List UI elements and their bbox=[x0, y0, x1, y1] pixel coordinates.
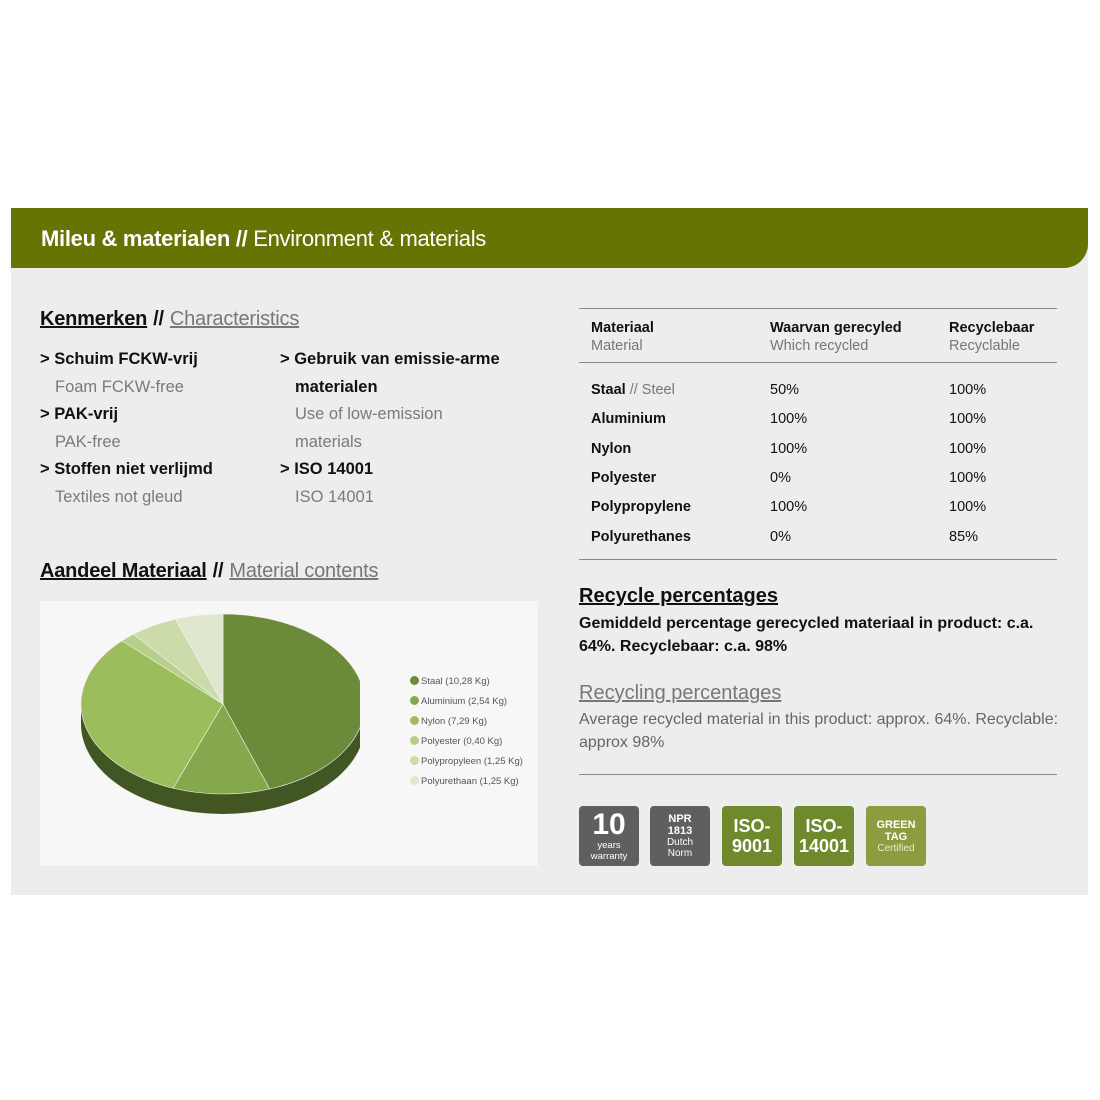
greentag-line: GREEN bbox=[876, 819, 916, 831]
legend-swatch bbox=[410, 676, 419, 685]
cell-recyclable: 100% bbox=[949, 499, 987, 515]
legend-label: Polypropyleen (1,25 Kg) bbox=[421, 756, 523, 767]
iso-14001-badge-icon bbox=[794, 806, 854, 866]
table-header-rule bbox=[579, 362, 1057, 363]
feature-label: > Schuim FCKW-vrij bbox=[40, 350, 198, 368]
cell-recycled: 50% bbox=[770, 382, 800, 398]
header-en: Recyclable bbox=[949, 338, 1020, 354]
material-pie-chart bbox=[40, 601, 538, 866]
features-col-left bbox=[40, 346, 270, 511]
legend-swatch bbox=[410, 696, 419, 705]
greentag-line: Certified bbox=[877, 843, 915, 854]
legend-item bbox=[410, 755, 523, 769]
feature-label: > PAK-vrij bbox=[40, 405, 119, 423]
recycle-text-nl: Gemiddeld percentage gerecycled materiaal in product: c.a. 64%. Recyclebaar: c.a. 98% bbox=[579, 615, 1034, 655]
legend-label: Nylon (7,29 Kg) bbox=[421, 716, 488, 727]
cell-material: Nylon bbox=[591, 441, 632, 457]
recycle-divider bbox=[579, 774, 1057, 775]
feature-label: > Gebruik van emissie-arme materialen bbox=[280, 350, 500, 396]
legend-item bbox=[410, 715, 487, 729]
recycle-title-nl: Recycle percentages bbox=[579, 585, 779, 607]
table-bottom-rule bbox=[579, 559, 1057, 560]
cell-recycled: 0% bbox=[770, 470, 791, 486]
title-separator: // bbox=[153, 308, 164, 330]
cell-recycled: 0% bbox=[770, 529, 791, 545]
legend-label: Polyester (0,40 Kg) bbox=[421, 736, 503, 747]
cell-recyclable: 100% bbox=[949, 382, 987, 398]
cell-recyclable: 100% bbox=[949, 470, 987, 486]
header-material bbox=[591, 320, 654, 354]
header-nl: Recyclebaar bbox=[949, 320, 1035, 336]
legend-swatch bbox=[410, 756, 419, 765]
header-recyclable bbox=[949, 320, 1034, 354]
legend-label: Staal (10,28 Kg) bbox=[421, 676, 490, 687]
header-nl: Waarvan gerecyled bbox=[770, 320, 902, 336]
legend-item bbox=[410, 735, 502, 749]
feature-label: > ISO 14001 bbox=[280, 460, 374, 478]
legend-swatch bbox=[410, 776, 419, 785]
iso-line: 9001 bbox=[731, 836, 773, 856]
npr-badge-icon bbox=[650, 806, 710, 866]
feature-translation: Foam FCKW-free bbox=[55, 377, 184, 396]
header-recycled bbox=[770, 320, 902, 354]
cell-recycled: 100% bbox=[770, 499, 808, 515]
npr-line: Dutch bbox=[666, 837, 694, 848]
cell-recyclable: 85% bbox=[949, 529, 979, 545]
legend-label: Polyurethaan (1,25 Kg) bbox=[421, 776, 519, 787]
header-nl: Materiaal bbox=[591, 320, 654, 336]
table-top-rule bbox=[579, 308, 1057, 309]
warranty-years: 10 bbox=[592, 808, 626, 841]
characteristics-title-nl: Kenmerken bbox=[40, 308, 148, 330]
npr-line: NPR bbox=[668, 813, 692, 825]
contents-title-nl: Aandeel Materiaal bbox=[40, 560, 207, 582]
warranty-line: years bbox=[597, 840, 621, 851]
cell-recyclable: 100% bbox=[949, 441, 987, 457]
legend-item bbox=[410, 775, 519, 789]
header-banner bbox=[11, 208, 1088, 268]
warranty-badge-icon bbox=[579, 806, 639, 866]
environment-sheet bbox=[11, 208, 1088, 895]
cell-material: Aluminium bbox=[591, 411, 666, 427]
iso-line: ISO- bbox=[733, 816, 771, 836]
page-title bbox=[41, 226, 486, 252]
cell-recycled: 100% bbox=[770, 441, 808, 457]
contents-title bbox=[40, 560, 378, 583]
feature-translation: Use of low-emission materials bbox=[295, 405, 443, 451]
cell-material: Polyurethanes bbox=[591, 529, 691, 545]
iso-9001-badge-icon bbox=[722, 806, 782, 866]
contents-title-en: Material contents bbox=[229, 560, 379, 582]
cell-recyclable: 100% bbox=[949, 411, 987, 427]
legend-item bbox=[410, 695, 507, 709]
feature-label: > Stoffen niet verlijmd bbox=[40, 460, 213, 478]
cell-material bbox=[591, 382, 675, 398]
feature-translation: ISO 14001 bbox=[295, 487, 374, 506]
npr-line: Norm bbox=[667, 848, 693, 859]
cell-material: Polypropylene bbox=[591, 499, 691, 515]
header-en: Which recycled bbox=[770, 338, 869, 354]
material-name-en: // Steel bbox=[629, 382, 675, 398]
recycle-title-en: Recycling percentages bbox=[579, 682, 782, 704]
legend-swatch bbox=[410, 716, 419, 725]
legend-item bbox=[410, 675, 490, 689]
title-separator: // bbox=[212, 560, 224, 582]
pie-svg bbox=[40, 601, 360, 866]
characteristics-title-en: Characteristics bbox=[169, 308, 300, 330]
material-name: Staal bbox=[591, 382, 626, 398]
iso-line: ISO- bbox=[805, 816, 843, 836]
green-tag-badge-icon bbox=[866, 806, 926, 866]
warranty-line: warranty bbox=[590, 851, 628, 862]
feature-translation: Textiles not gleud bbox=[55, 487, 183, 506]
legend-swatch bbox=[410, 736, 419, 745]
title-english: Environment & materials bbox=[253, 226, 486, 251]
features-col-right bbox=[280, 346, 520, 511]
cell-material: Polyester bbox=[591, 470, 657, 486]
iso-line: 14001 bbox=[798, 836, 850, 856]
header-en: Material bbox=[591, 338, 643, 354]
characteristics-title bbox=[40, 308, 299, 331]
legend-label: Aluminium (2,54 Kg) bbox=[421, 696, 508, 707]
npr-line: 1813 bbox=[667, 825, 693, 837]
cell-recycled: 100% bbox=[770, 411, 808, 427]
title-dutch: Mileu & materialen // bbox=[41, 226, 248, 251]
feature-translation: PAK-free bbox=[55, 432, 121, 451]
greentag-line: TAG bbox=[884, 831, 908, 843]
recycle-text-en: Average recycled material in this product: approx. 64%. Recyclable: approx 98% bbox=[579, 711, 1059, 751]
